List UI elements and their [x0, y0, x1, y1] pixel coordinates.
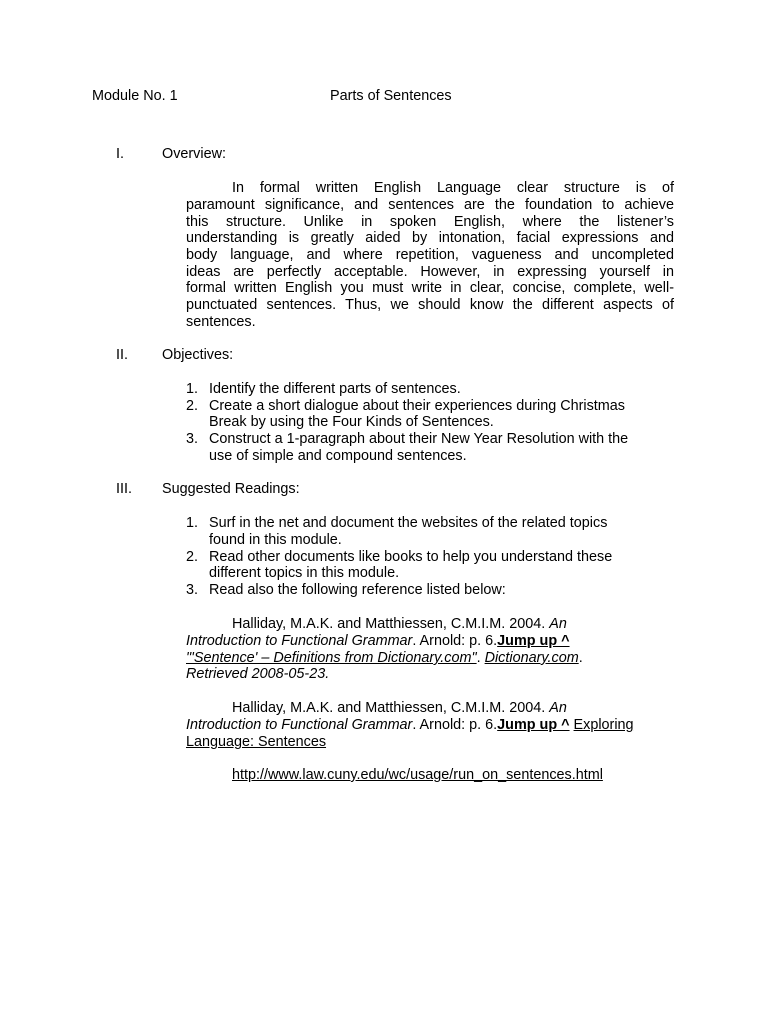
list-item: Read also the following reference listed below: — [209, 582, 506, 598]
retrieved-date: Retrieved 2008-05-23. — [186, 666, 330, 682]
dictionary-site-link[interactable]: Dictionary.com — [484, 650, 579, 666]
list-item: Create a short dialogue about their experiences during Christmas — [209, 398, 625, 414]
exploring-language-link-continued[interactable]: Language: Sentences — [186, 734, 327, 750]
list-item: Break by using the Four Kinds of Sentences. — [209, 414, 494, 430]
module-number: Module No. 1 — [92, 88, 178, 104]
section-heading-objectives: Objectives: — [162, 347, 234, 363]
list-item: Surf in the net and document the websites of the related topics — [209, 515, 608, 531]
section-heading-readings: Suggested Readings: — [162, 481, 300, 497]
list-number: 1. — [186, 515, 199, 531]
section-numeral-readings: III. — [116, 481, 132, 497]
list-item: different topics in this module. — [209, 565, 400, 581]
list-number: 2. — [186, 398, 199, 414]
section-heading-overview: Overview: — [162, 146, 226, 162]
jump-up-link[interactable]: Jump up ^ — [497, 717, 570, 733]
jump-up-link[interactable]: Jump up ^ — [497, 633, 570, 649]
list-item: Identify the different parts of sentences. — [209, 381, 461, 397]
list-item: Construct a 1-paragraph about their New Year Resolution with the — [209, 431, 629, 447]
dictionary-definition-link[interactable]: "'Sentence' – Definitions from Dictionary.com" — [186, 650, 477, 666]
list-item: use of simple and compound sentences. — [209, 448, 467, 464]
list-number: 3. — [186, 582, 199, 598]
list-number: 3. — [186, 431, 199, 447]
list-item: Read other documents like books to help you understand these — [209, 549, 613, 565]
reference-url-link[interactable]: http://www.law.cuny.edu/wc/usage/run_on_sentences.html — [232, 767, 603, 783]
list-item: found in this module. — [209, 532, 342, 548]
exploring-language-link[interactable]: Exploring — [573, 717, 634, 733]
list-number: 1. — [186, 381, 199, 397]
section-numeral-overview: I. — [116, 146, 124, 162]
page-title: Parts of Sentences — [330, 88, 452, 104]
list-number: 2. — [186, 549, 199, 565]
section-numeral-objectives: II. — [116, 347, 128, 363]
